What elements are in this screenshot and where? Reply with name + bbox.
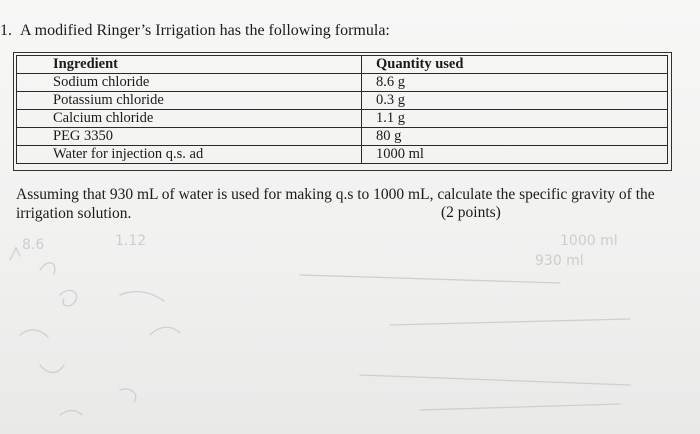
ingredient-cell: Sodium chloride [17, 74, 362, 92]
ingredient-cell: Water for injection q.s. ad [17, 146, 362, 164]
quantity-cell: 8.6 g [362, 74, 668, 92]
pencil-scribbles [0, 225, 700, 434]
pencil-stroke [60, 290, 77, 306]
quantity-cell: 80 g [362, 128, 668, 146]
quantity-cell: 1.1 g [362, 110, 668, 128]
pencil-stroke [150, 327, 180, 335]
points-label: (2 points) [441, 204, 501, 221]
header-quantity: Quantity used [362, 56, 668, 74]
pencil-stroke [420, 404, 620, 410]
pencil-stroke [20, 330, 48, 337]
table-header-row [17, 56, 668, 74]
table-row [17, 128, 668, 146]
pencil-stroke [60, 411, 82, 416]
pencil-stroke [360, 375, 630, 385]
table-row [17, 74, 668, 92]
question-title: A modified Ringer’s Irrigation has the following formula: [20, 22, 390, 39]
pencil-stroke [390, 319, 630, 325]
question-number: 1. [0, 22, 12, 39]
ingredient-cell: Calcium chloride [17, 110, 362, 128]
table-row [17, 92, 668, 110]
ingredient-cell: PEG 3350 [17, 128, 362, 146]
handwriting-note: 930 ml [535, 253, 584, 269]
handwriting-note: 1000 ml [560, 233, 618, 249]
quantity-cell: 1000 ml [362, 146, 668, 164]
pencil-stroke [120, 292, 164, 301]
table-row [17, 146, 668, 164]
header-ingredient: Ingredient [17, 56, 362, 74]
handwriting-note: 8.6 [22, 237, 45, 253]
formula-table [16, 55, 668, 164]
pencil-stroke [40, 365, 64, 373]
question-body: Assuming that 930 mL of water is used for making q.s to 1000 mL, calculate the specific gravity of the irrigation solution. [16, 186, 655, 222]
pencil-stroke [120, 389, 136, 402]
pencil-stroke [40, 263, 55, 274]
handwriting-note: 1.12 [115, 233, 147, 249]
ingredient-cell: Potassium chloride [17, 92, 362, 110]
quantity-cell: 0.3 g [362, 92, 668, 110]
pencil-stroke [300, 275, 560, 283]
pencil-stroke [10, 248, 20, 260]
table-row [17, 110, 668, 128]
